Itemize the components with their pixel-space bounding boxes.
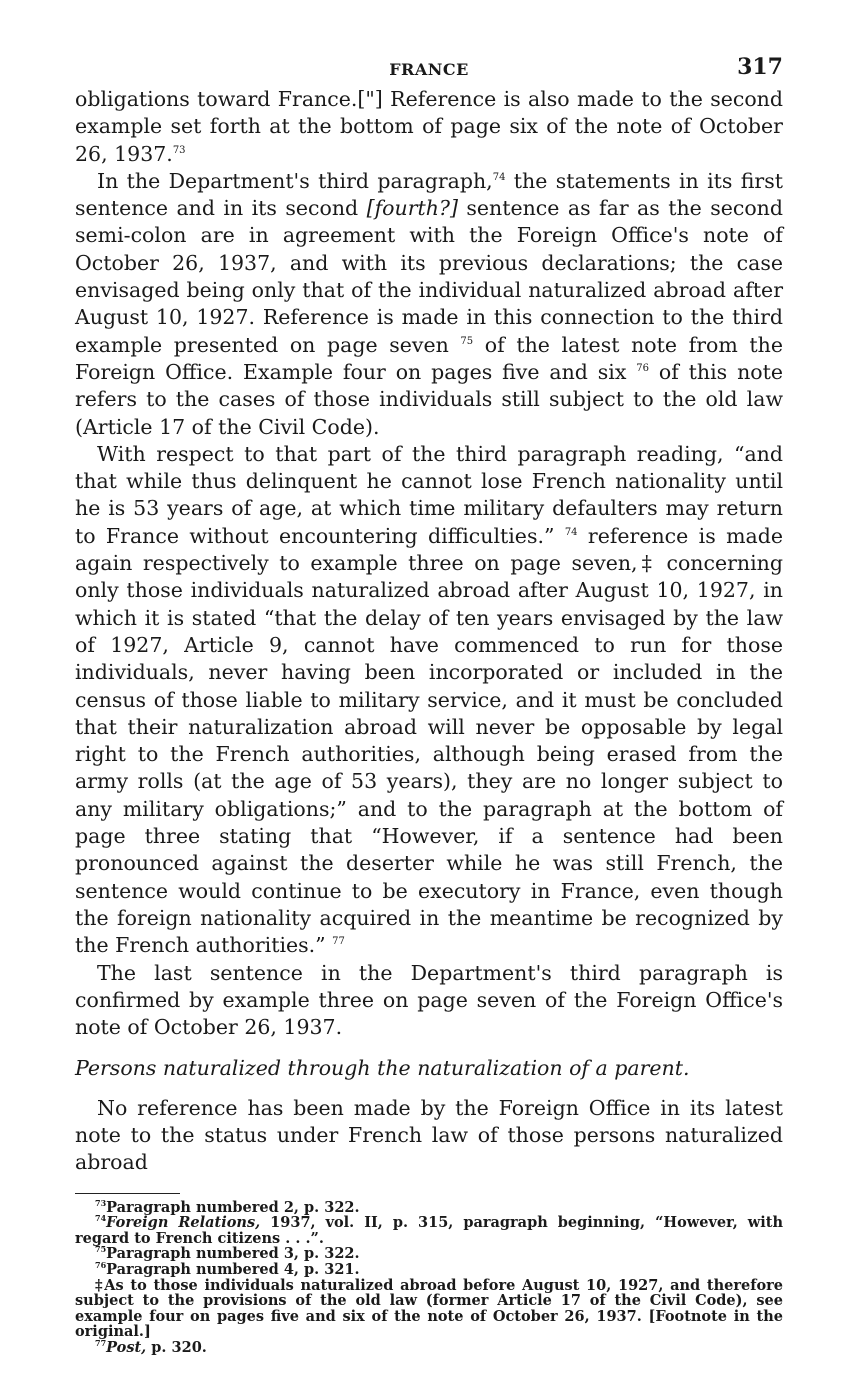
footnote-ref-75: 75	[460, 335, 474, 347]
page-header	[75, 52, 783, 86]
footnote-74: $^{74}$Foreign Relations, 1937, vol. II, p. 315, paragraph beginning, “However, with regard to French citizens . . .”.	[75, 1213, 784, 1247]
footnote-ref-74: 74	[492, 172, 506, 184]
running-title: FRANCE	[389, 60, 469, 79]
footnote-ref-77: 77	[332, 936, 345, 948]
paragraph-1: obligations toward France.["] Reference is also made to the second example set forth at the bottom of page six of the note of October 26, 1937.73	[75, 87, 783, 166]
footnote-73: $^{73}$Paragraph numbered 2, p. 322.	[95, 1197, 360, 1216]
paragraph-3: With respect to that part of the third paragraph reading, “and that while thus delinquent he cannot lose French nationality until he is 53 years of age, at which time military defaulters may return to France without encountering difficulties.” $^{74}$ reference is made again respectively to example three on page seven,‡ concerning only those individuals naturalized abroad after August 10, 1927, in which it is stated “that the delay of ten years envisaged by the law of 1927, Article 9, cannot have commenced to run for those individuals, never having been incorporated or included in the census of those liable to military service, and it must be concluded that their naturalization abroad will never be opposable by legal right to the French authorities, although being erased from the army rolls (at the age of 53 years), they are no longer subject to any military obligations;” and to the paragraph at the bottom of page three stating that “However, if a sentence had been pronounced against the deserter while he was still French, the sentence would continue to be executory in France, even though the foreign nationality acquired in the meantime be recognized by the French authorities.” $^{77}$	[75, 441, 783, 958]
footnote-ref-76: 76	[636, 363, 650, 375]
document-page	[75, 52, 783, 1356]
footnote-75: $^{75}$Paragraph numbered 3, p. 322.	[95, 1244, 360, 1263]
paragraph-2: In the Department's third paragraph,$^{74}$ the statements in its first sentence and in its second [fourth?] sentence as far as the second semi-colon are in agreement with the Foreign Office's note of October 26, 1937, and with its previous declarations; the case envisaged being only that of the individual naturalized abroad after August 10, 1927. Reference is made in this connection to the third example presented on page seven $^{75}$ of the latest note from the Foreign Office. Example four on pages five and six $^{76}$ of this note refers to the cases of those individuals still subject to the old law (Article 17 of the Civil Code).	[75, 168, 784, 439]
footnote-ref-74b: 74	[564, 526, 578, 538]
editorial-insertion: [fourth?]	[366, 196, 458, 221]
footnotes	[75, 1197, 784, 1356]
footnote-dagger: ‡As to those individuals naturalized abroad before August 10, 1927, and therefore subject to the provisions of the old law (former Article 17 of the Civil Code), see example four on pages five and six of the note of October 26, 1937. [Footnote in the original.]	[75, 1276, 783, 1341]
body-text	[75, 86, 783, 1177]
page-number: 317	[737, 54, 783, 80]
footnote-76: $^{76}$Paragraph numbered 4, p. 321.	[95, 1260, 360, 1278]
section-heading: Persons naturalized through the naturalization of a parent.	[75, 1056, 690, 1081]
paragraph-4: The last sentence in the Department's third paragraph is confirmed by example three on page seven of the Foreign Office's note of October 26, 1937.	[75, 960, 783, 1040]
footnote-77: $^{77}$Post, p. 320.	[95, 1338, 207, 1356]
footnote-divider	[75, 1193, 180, 1194]
paragraph-5: No reference has been made by the Foreign Office in its latest note to the status under French law of those persons naturalized abroad	[75, 1095, 783, 1175]
footnote-ref-73: 73	[172, 144, 186, 156]
